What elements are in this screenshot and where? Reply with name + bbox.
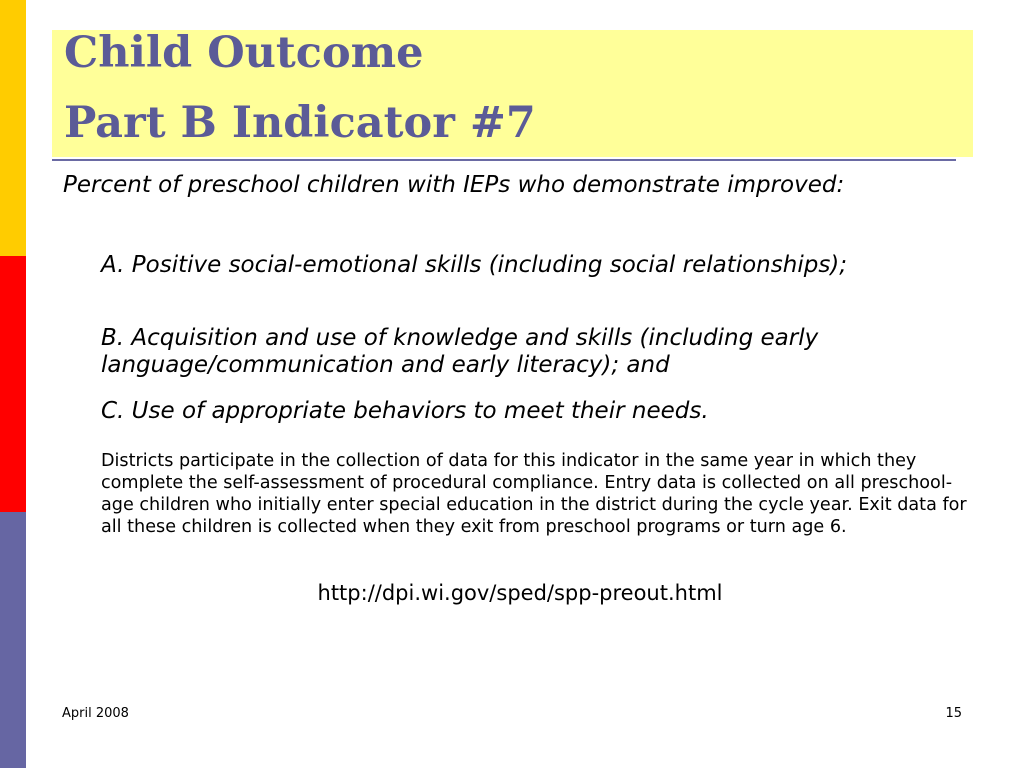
side-bar-red <box>0 256 26 512</box>
slide-number: 15 <box>945 706 962 721</box>
intro-text: Percent of preschool children with IEPs who demonstrate improved: <box>63 172 845 198</box>
title-divider <box>52 159 956 161</box>
slide-title-line-2: Part B Indicator #7 <box>64 98 536 148</box>
outcome-item-b: B. Acquisition and use of knowledge and skills (including early language/communication and early literacy); and <box>101 325 819 378</box>
outcome-item-a: A. Positive social-emotional skills (including social relationships); <box>101 252 848 278</box>
slide-title-line-1: Child Outcome <box>64 28 424 78</box>
data-collection-note: Districts participate in the collection of data for this indicator in the same year in which they complete the self-assessment of procedural compliance. Entry data is collected on all preschool-age children who initially enter special education in the district during the cycle year. Exit data for all these children is collected when they exit from preschool programs or turn age 6. <box>101 451 967 537</box>
outcome-item-c: C. Use of appropriate behaviors to meet their needs. <box>101 398 709 424</box>
side-bar-blue <box>0 512 26 768</box>
reference-url: http://dpi.wi.gov/sped/spp-preout.html <box>317 581 723 605</box>
side-bar-yellow <box>0 0 26 256</box>
footer-date: April 2008 <box>62 706 129 721</box>
